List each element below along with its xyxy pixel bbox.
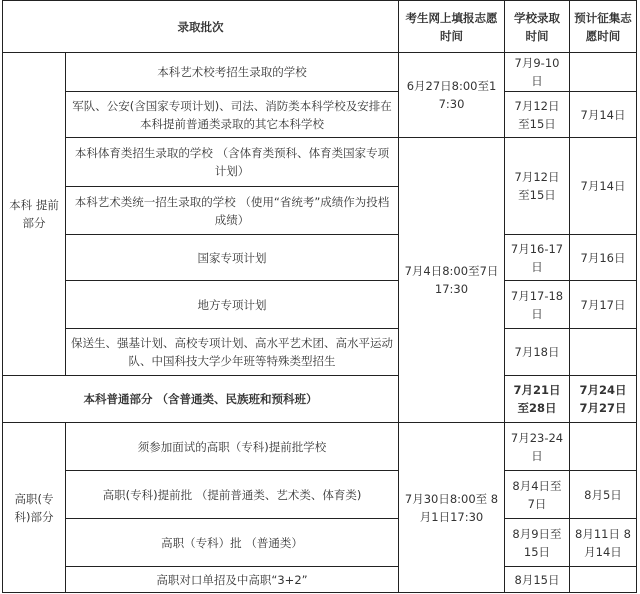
batch-interview: 须参加面试的高职（专科)提前批学校 xyxy=(66,423,399,471)
admission-special: 7月18日 xyxy=(505,329,570,376)
supplementary-special xyxy=(570,329,637,376)
table-row xyxy=(3,329,637,376)
supplementary-voc-early: 8月5日 xyxy=(570,471,637,519)
header-batch: 录取批次 xyxy=(3,1,399,53)
header-row xyxy=(3,1,637,53)
batch-voc-regular: 高职（专科）批 （普通类） xyxy=(66,519,399,567)
batch-art-school: 本科艺术校考招生录取的学校 xyxy=(66,53,399,92)
batch-local: 地方专项计划 xyxy=(66,281,399,329)
supplementary-local: 7月17日 xyxy=(570,281,637,329)
admission-military: 7月12日至15日 xyxy=(505,92,570,138)
online-period-third: 7月30日8:00至 8月1日17:30 xyxy=(399,423,505,593)
batch-special: 保送生、强基计划、高校专项计划、高水平艺术团、高水平运动队、中国科技大学少年班等特殊类型招生 xyxy=(66,329,399,376)
online-period-first: 6月27日8:00至17:30 xyxy=(399,53,505,138)
supplementary-military: 7月14日 xyxy=(570,92,637,138)
batch-sports: 本科体育类招生录取的学校 （含体育类预科、体育类国家专项计划） xyxy=(66,138,399,187)
admission-interview: 7月23-24日 xyxy=(505,423,570,471)
table-row xyxy=(3,423,637,471)
batch-voc-single: 高职对口单招及中高职“3+2” xyxy=(66,567,399,593)
table-row xyxy=(3,471,637,519)
admission-art-school: 7月9-10日 xyxy=(505,53,570,92)
table-row xyxy=(3,281,637,329)
batch-voc-early: 高职(专科)提前批 （提前普通类、艺术类、体育类) xyxy=(66,471,399,519)
section-undergrad-early: 本科 提前部分 xyxy=(3,53,66,376)
batch-military: 军队、公安(含国家专项计划)、司法、消防类本科学校及安排在本科提前普通类录取的其它本科学校 xyxy=(66,92,399,138)
table-row xyxy=(3,53,637,92)
supplementary-art-school xyxy=(570,53,637,92)
table-row xyxy=(3,235,637,281)
supplementary-voc-single xyxy=(570,567,637,593)
supplementary-voc-regular: 8月11日 8月14日 xyxy=(570,519,637,567)
admission-sports-art: 7月12日至15日 xyxy=(505,138,570,235)
header-admission-time: 学校录取时间 xyxy=(505,1,570,53)
admission-schedule-table xyxy=(2,0,637,593)
admission-voc-single: 8月15日 xyxy=(505,567,570,593)
admission-local: 7月17-18日 xyxy=(505,281,570,329)
table-row xyxy=(3,567,637,593)
admission-national: 7月16-17日 xyxy=(505,235,570,281)
supplementary-national: 7月16日 xyxy=(570,235,637,281)
admission-voc-regular: 8月9日至15日 xyxy=(505,519,570,567)
batch-national: 国家专项计划 xyxy=(66,235,399,281)
supplementary-sports-art: 7月14日 xyxy=(570,138,637,235)
supplementary-interview xyxy=(570,423,637,471)
table-row xyxy=(3,92,637,138)
admission-voc-early: 8月4日至7日 xyxy=(505,471,570,519)
table-row xyxy=(3,138,637,187)
table-row xyxy=(3,376,637,423)
header-online-time: 考生网上填报志愿时间 xyxy=(399,1,505,53)
header-supplementary-time: 预计征集志愿时间 xyxy=(570,1,637,53)
supplementary-regular: 7月24日 7月27日 xyxy=(570,376,637,423)
admission-regular: 7月21日至28日 xyxy=(505,376,570,423)
table-row xyxy=(3,519,637,567)
batch-regular: 本科普通部分 （含普通类、民族班和预科班） xyxy=(3,376,399,423)
batch-art-unified: 本科艺术类统一招生录取的学校 （使用“省统考”成绩作为投档成绩） xyxy=(66,187,399,235)
online-period-second: 7月4日8:00至7日17:30 xyxy=(399,138,505,423)
section-vocational: 高职(专科)部分 xyxy=(3,423,66,593)
